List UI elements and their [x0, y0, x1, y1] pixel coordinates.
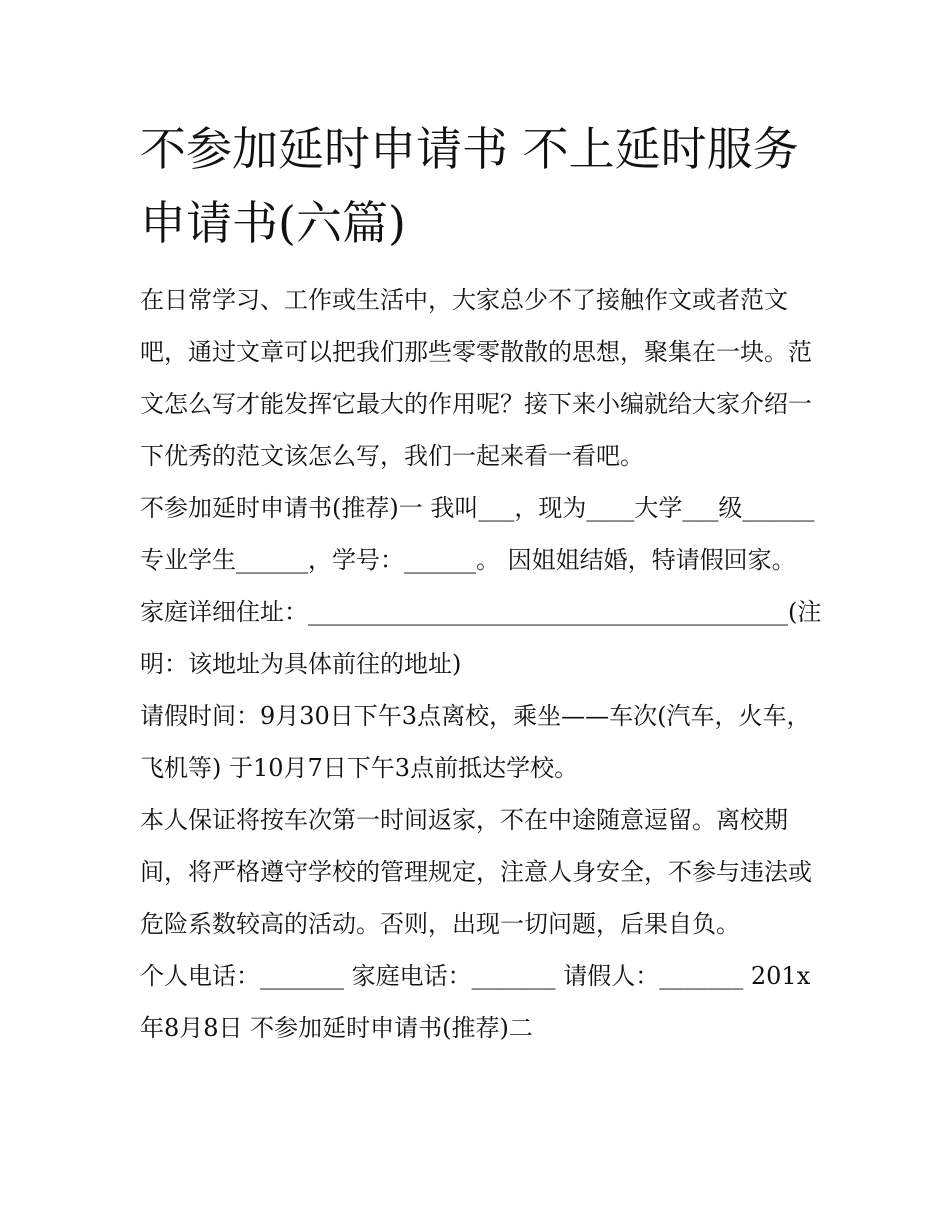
pledge-paragraph: 本人保证将按车次第一时间返家，不在中途随意逗留。离校期间，将严格遵守学校的管理规定，注意人身安全，不参与违法或危险系数较高的活动。否则，出现一切问题，后果自负。	[140, 806, 812, 938]
document-body	[140, 112, 830, 1054]
applicant-info-paragraph: 不参加延时申请书(推荐)一 我叫___，现为____大学___级______专业学生______，学号：______。 因姐姐结婚，特请假回家。	[140, 494, 815, 574]
home-address-paragraph: 家庭详细住址：________________________________________(注明：该地址为具体前往的地址)	[140, 598, 822, 678]
document-title: 不参加延时申请书 不上延时服务申请书(六篇)	[140, 122, 799, 250]
intro-paragraph: 在日常学习、工作或生活中，大家总少不了接触作文或者范文吧，通过文章可以把我们那些零零散散的思想，聚集在一块。范文怎么写才能发挥它最大的作用呢？接下来小编就给大家介绍一下优秀的范文该怎么写，我们一起来看一看吧。	[140, 286, 812, 470]
leave-time-paragraph: 请假时间：9月30日下午3点离校，乘坐——车次(汽车，火车，飞机等) 于10月7日下午3点前抵达学校。	[140, 702, 811, 782]
contact-signature-paragraph: 个人电话：_______ 家庭电话：_______ 请假人：_______ 201x年8月8日 不参加延时申请书(推荐)二	[140, 962, 811, 1042]
